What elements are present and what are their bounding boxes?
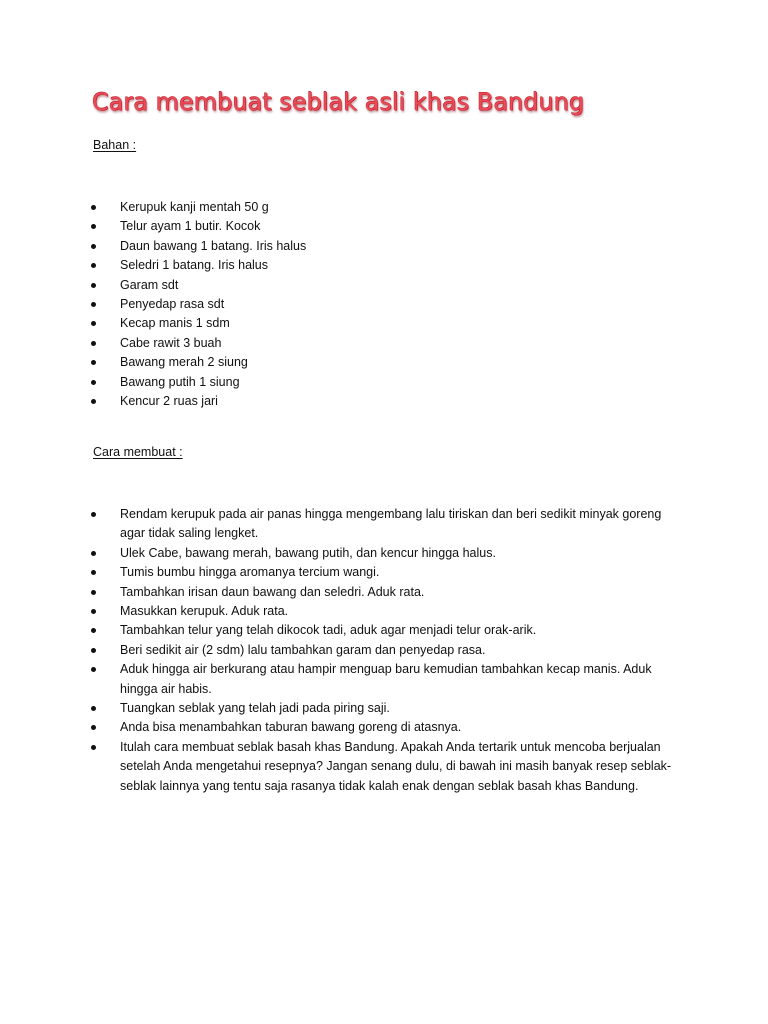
bullet-icon — [91, 551, 96, 556]
bullet-icon — [91, 205, 96, 210]
bullet-icon — [91, 706, 96, 711]
bullet-icon — [91, 590, 96, 595]
list-item: Rendam kerupuk pada air panas hingga mengembang lalu tiriskan dan beri sedikit minyak goreng agar tidak saling lengket. — [0, 505, 680, 544]
list-item: Daun bawang 1 batang. Iris halus — [0, 237, 680, 256]
list-item: Tumis bumbu hingga aromanya tercium wangi. — [0, 563, 680, 582]
bullet-icon — [91, 302, 96, 307]
bullet-icon — [91, 341, 96, 346]
list-item: Tuangkan seblak yang telah jadi pada piring saji. — [0, 699, 680, 718]
bullet-icon — [91, 244, 96, 249]
bahan-heading: Bahan : — [93, 138, 137, 152]
list-item: Cabe rawit 3 buah — [0, 334, 680, 353]
bullet-icon — [91, 570, 96, 575]
bullet-icon — [91, 609, 96, 614]
list-item: Tambahkan irisan daun bawang dan seledri. Aduk rata. — [0, 583, 680, 602]
list-item: Garam sdt — [0, 276, 680, 295]
list-item: Tambahkan telur yang telah dikocok tadi, aduk agar menjadi telur orak-arik. — [0, 621, 680, 640]
bullet-icon — [91, 263, 96, 268]
list-item: Anda bisa menambahkan taburan bawang goreng di atasnya. — [0, 718, 680, 737]
bullet-icon — [91, 667, 96, 672]
bullet-icon — [91, 380, 96, 385]
bullet-icon — [91, 283, 96, 288]
bullet-icon — [91, 399, 96, 404]
bullet-icon — [91, 321, 96, 326]
bullet-icon — [91, 628, 96, 633]
list-item: Penyedap rasa sdt — [0, 295, 680, 314]
list-item: Bawang merah 2 siung — [0, 353, 680, 372]
list-item: Kecap manis 1 sdm — [0, 314, 680, 333]
list-item: Kencur 2 ruas jari — [0, 392, 680, 411]
ingredients-list — [0, 198, 680, 411]
document-title: Cara membuat seblak asli khas Bandung — [92, 88, 585, 116]
steps-list — [0, 505, 680, 796]
list-item: Seledri 1 batang. Iris halus — [0, 256, 680, 275]
list-item: Aduk hingga air berkurang atau hampir menguap baru kemudian tambahkan kecap manis. Aduk hingga air habis. — [0, 660, 680, 699]
cara-membuat-heading: Cara membuat : — [93, 445, 183, 459]
bullet-icon — [91, 360, 96, 365]
list-item: Bawang putih 1 siung — [0, 373, 680, 392]
bullet-icon — [91, 224, 96, 229]
bullet-icon — [91, 745, 96, 750]
list-item: Beri sedikit air (2 sdm) lalu tambahkan garam dan penyedap rasa. — [0, 641, 680, 660]
list-item: Masukkan kerupuk. Aduk rata. — [0, 602, 680, 621]
bullet-icon — [91, 725, 96, 730]
list-item: Ulek Cabe, bawang merah, bawang putih, dan kencur hingga halus. — [0, 544, 680, 563]
bullet-icon — [91, 512, 96, 517]
list-item: Telur ayam 1 butir. Kocok — [0, 217, 680, 236]
list-item: Kerupuk kanji mentah 50 g — [0, 198, 680, 217]
list-item: Itulah cara membuat seblak basah khas Bandung. Apakah Anda tertarik untuk mencoba berjualan setelah Anda mengetahui resepnya? Jangan senang dulu, di bawah ini masih banyak resep seblak-seblak lainnya yang tentu saja rasanya tidak kalah enak dengan seblak basah khas Bandung. — [0, 738, 680, 796]
bullet-icon — [91, 648, 96, 653]
